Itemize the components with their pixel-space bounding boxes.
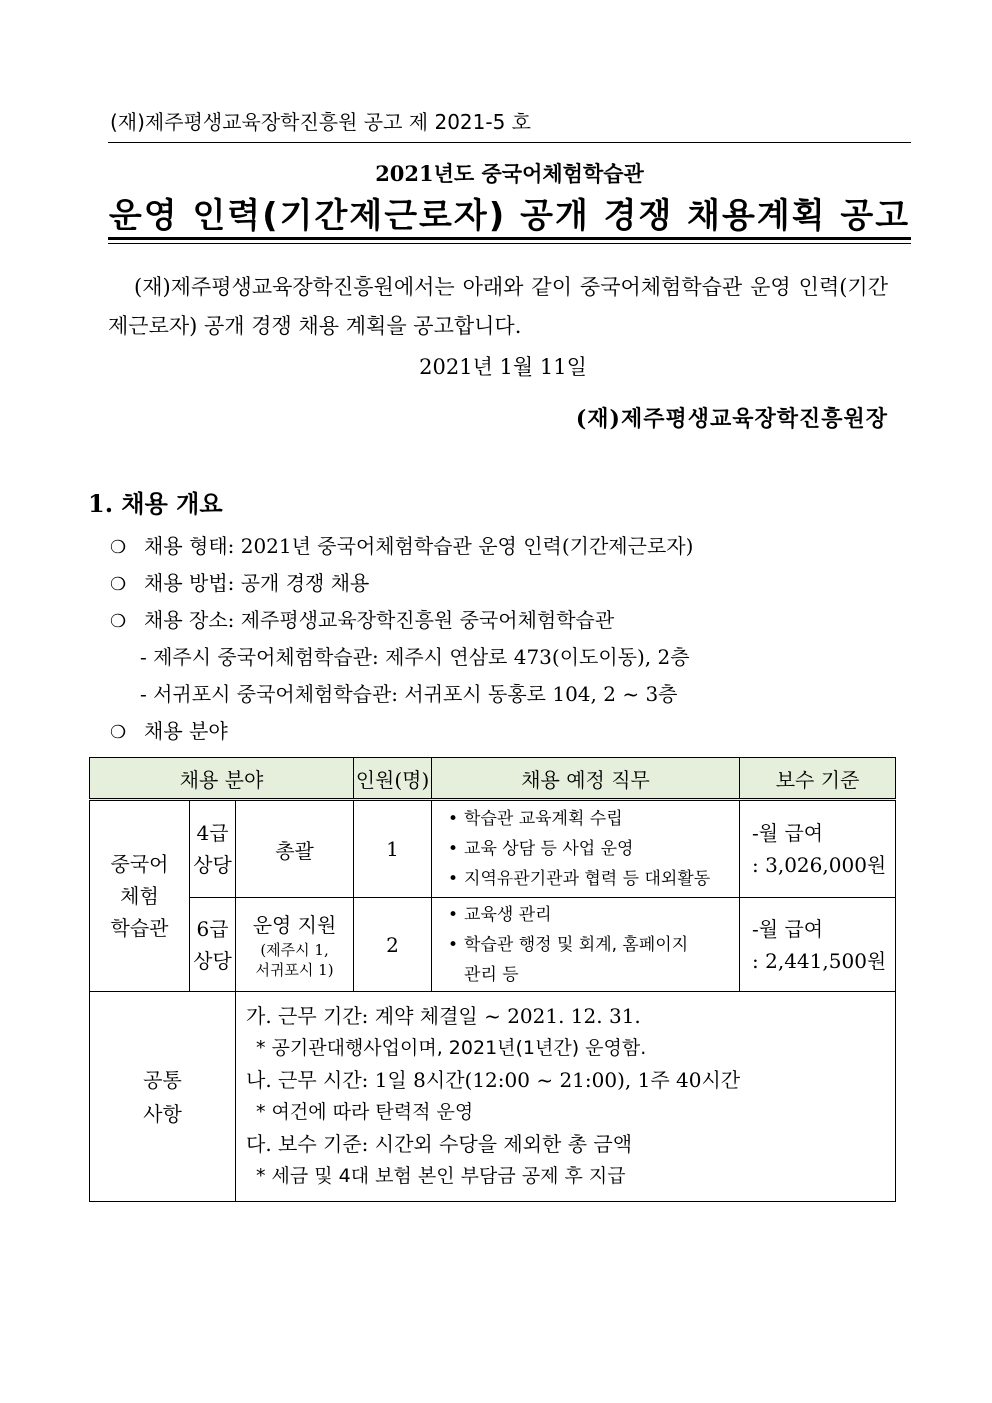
grade-line: 4급: [196, 821, 229, 845]
title-divider-thick: [108, 237, 911, 240]
role-cell: [236, 898, 354, 992]
section-title: 1. 채용 개요: [88, 489, 223, 518]
bullet-text: 채용 분야: [144, 719, 228, 743]
bullet-mark: ❍: [110, 722, 127, 743]
notice-number: (재)제주평생교육장학진흥원 공고 제 2021-5 호: [110, 110, 531, 134]
page-title: 운영 인력(기간제근로자) 공개 경쟁 채용계획 공고: [108, 196, 911, 236]
header-count: 인원(명): [354, 758, 432, 800]
place-seogwipo: - 서귀포시 중국어체험학습관: 서귀포시 동홍로 104, 2 ~ 3층: [140, 682, 678, 706]
duty-item: 관리 등: [464, 964, 519, 985]
grade-cell: [190, 898, 236, 992]
common-line: 나. 근무 시간: 1일 8시간(12:00 ~ 21:00), 1주 40시간: [246, 1067, 741, 1092]
duty-cell: [432, 898, 740, 992]
grade-cell: [190, 800, 236, 898]
role-note: (제주시 1,: [260, 940, 329, 959]
duty-item: • 학습관 행정 및 회계, 홈페이지: [448, 930, 739, 960]
role-note: 서귀포시 1): [255, 960, 334, 979]
grade-line: 상당: [193, 853, 232, 877]
common-line: 다. 보수 기준: 시간외 수당을 제외한 총 금액: [246, 1131, 633, 1156]
pay-value: : 3,026,000원: [752, 853, 887, 877]
table-row-common: [90, 992, 896, 1202]
announcement-date: 2021년 1월 11일: [419, 355, 587, 379]
common-line: 가. 근무 기간: 계약 체결일 ~ 2021. 12. 31.: [246, 1003, 641, 1028]
role-title: 운영 지원: [252, 912, 337, 937]
org-line: 학습관: [110, 916, 169, 940]
bullet-mark: ❍: [110, 574, 127, 595]
subtitle: 2021년도 중국어체험학습관: [375, 161, 644, 186]
duty-list: [432, 804, 739, 894]
header-field: 채용 분야: [90, 758, 354, 800]
org-cell: [90, 800, 190, 992]
header-pay: 보수 기준: [740, 758, 896, 800]
table-row: [90, 898, 896, 992]
bullet-employment-type: [110, 530, 693, 559]
duty-item: • 학습관 교육계획 수립: [448, 804, 739, 834]
org-line: 체험: [120, 884, 159, 908]
common-label-line: 공통: [143, 1067, 182, 1092]
count-cell: 2: [354, 898, 432, 992]
common-note: * 공기관대행사업이며, 2021년(1년간) 운영함.: [256, 1036, 647, 1059]
intro-paragraph: (재)제주평생교육장학진흥원에서는 아래와 같이 중국어체험학습관 운영 인력(기간제근로자) 공개 경쟁 채용 계획을 공고합니다.: [108, 275, 888, 338]
pay-cell: [740, 800, 896, 898]
bullet-text: 채용 형태: 2021년 중국어체험학습관 운영 인력(기간제근로자): [144, 534, 694, 558]
bullet-employment-place: [110, 604, 614, 633]
count-cell: 1: [354, 800, 432, 898]
duty-list: [432, 900, 739, 990]
header-duty: 채용 예정 직무: [432, 758, 740, 800]
bullet-mark: ❍: [110, 611, 127, 632]
common-body-cell: [236, 992, 896, 1202]
pay-label: -월 급여: [752, 916, 824, 941]
title-divider-thin: [108, 243, 911, 244]
issuer-signature: (재)제주평생교육장학진흥원장: [575, 406, 888, 432]
common-note: * 세금 및 4대 보험 본인 부담금 공제 후 지급: [256, 1164, 626, 1187]
common-note: * 여건에 따라 탄력적 운영: [256, 1100, 474, 1123]
bullet-employment-method: [110, 567, 369, 596]
bullet-mark: ❍: [110, 537, 127, 558]
bullet-employment-field: [110, 715, 228, 744]
role-cell: 총괄: [236, 800, 354, 898]
pay-label: -월 급여: [752, 821, 824, 845]
header-divider: [108, 142, 911, 143]
table-header-row: [90, 758, 896, 800]
org-line: 중국어: [110, 852, 169, 876]
duty-item: • 교육 상담 등 사업 운영: [448, 834, 739, 864]
place-jeju: - 제주시 중국어체험학습관: 제주시 연삼로 473(이도이동), 2층: [140, 645, 690, 669]
bullet-text: 채용 방법: 공개 경쟁 채용: [144, 571, 370, 595]
grade-line: 상당: [193, 948, 232, 973]
table-row: [90, 800, 896, 898]
duty-item: • 지역유관기관과 협력 등 대외활동: [448, 864, 739, 894]
common-label-line: 사항: [143, 1101, 182, 1126]
pay-cell: [740, 898, 896, 992]
duty-item: • 교육생 관리: [448, 900, 739, 930]
duty-cell: [432, 800, 740, 898]
pay-value: : 2,441,500원: [752, 948, 887, 973]
recruitment-table: [89, 757, 896, 1202]
bullet-text: 채용 장소: 제주평생교육장학진흥원 중국어체험학습관: [144, 608, 615, 632]
grade-line: 6급: [196, 916, 229, 941]
common-label-cell: [90, 992, 236, 1202]
